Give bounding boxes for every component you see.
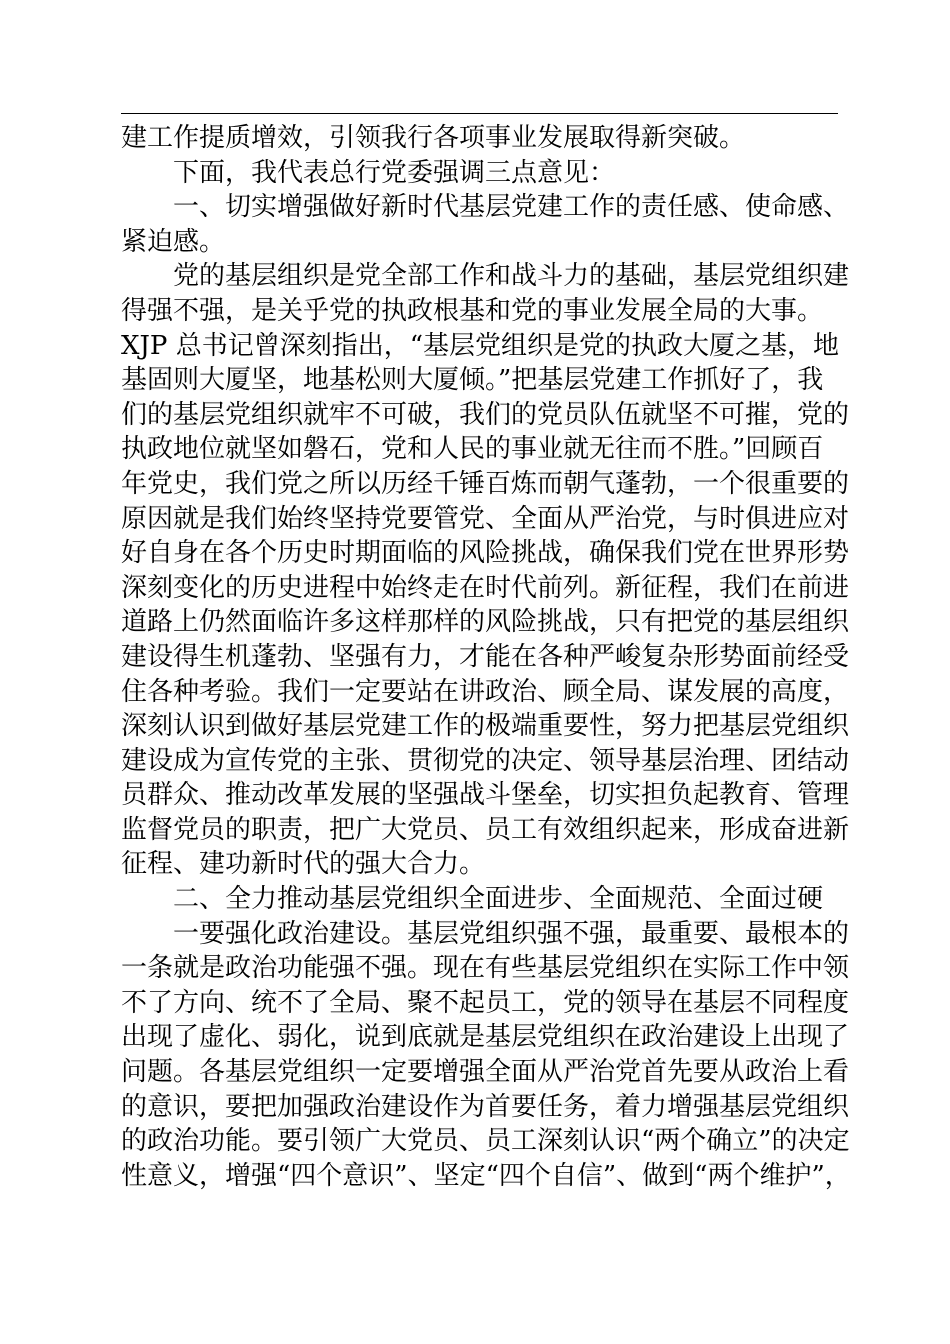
text-line: 原因就是我们始终坚持党要管党、全面从严治党，与时俱进应对 [121, 503, 850, 534]
text-line: 性意义，增强“四个意识”、坚定“四个自信”、做到“两个维护”， [121, 1160, 851, 1191]
text-line: 紧迫感。 [121, 226, 226, 257]
text-line: 不了方向、统不了全局、聚不起员工，党的领导在基层不同程度 [121, 987, 850, 1018]
text-line: 问题。各基层党组织一定要增强全面从严治党首先要从政治上看 [121, 1057, 850, 1088]
section-heading: 二、全力推动基层党组织全面进步、全面规范、全面过硬 [173, 884, 824, 915]
text-line: 一要强化政治建设。基层党组织强不强，最重要、最根本的 [173, 918, 850, 949]
text-line: 监督党员的职责，把广大党员、员工有效组织起来，形成奋进新 [121, 814, 850, 845]
text-line: 征程、建功新时代的强大合力。 [121, 849, 486, 880]
text-line: 深刻变化的历史进程中始终走在时代前列。新征程，我们在前进 [121, 572, 850, 603]
text-line: 执政地位就坚如磐石，党和人民的事业就无往而不胜。”回顾百 [121, 434, 824, 465]
text-line: 建工作提质增效，引领我行各项事业发展取得新突破。 [121, 123, 746, 153]
text-line: 出现了虚化、弱化，说到底就是基层党组织在政治建设上出现了 [121, 1022, 850, 1053]
text-line: 好自身在各个历史时期面临的风险挑战，确保我们党在世界形势 [121, 538, 850, 569]
text-line: 道路上仍然面临许多这样那样的风险挑战，只有把党的基层组织 [121, 607, 850, 638]
text-line: 住各种考验。我们一定要站在讲政治、顾全局、谋发展的高度， [121, 676, 850, 707]
header-rule [121, 113, 838, 114]
text-line: 员群众、推动改革发展的坚强战斗堡垒，切实担负起教育、管理 [121, 780, 850, 811]
text-line: 建设得生机蓬勃、坚强有力，才能在各种严峻复杂形势面前经受 [121, 641, 850, 672]
text-line: 基固则大厦坚，地基松则大厦倾。”把基层党建工作抓好了，我 [121, 365, 824, 396]
text-line: 下面，我代表总行党委强调三点意见： [173, 157, 616, 188]
text-line: 建设成为宣传党的主张、贯彻党的决定、领导基层治理、团结动 [121, 745, 850, 776]
text-line: 党的基层组织是党全部工作和战斗力的基础，基层党组织建 [173, 261, 850, 292]
text-line: 年党史，我们党之所以历经千锤百炼而朝气蓬勃，一个很重要的 [121, 468, 850, 499]
text-line: 深刻认识到做好基层党建工作的极端重要性，努力把基层党组织 [121, 711, 850, 742]
text-line: 的政治功能。要引领广大党员、员工深刻认识“两个确立”的决定 [121, 1126, 850, 1157]
text-line: 得强不强，是关乎党的执政根基和党的事业发展全局的大事。 [121, 295, 824, 326]
text-line: XJP 总书记曾深刻指出，“基层党组织是党的执政大厦之基，地 [121, 330, 839, 361]
text-line: 们的基层党组织就牢不可破，我们的党员队伍就坚不可摧，党的 [121, 399, 850, 430]
document-body [121, 121, 851, 1193]
section-heading: 一、切实增强做好新时代基层党建工作的责任感、使命感、 [173, 192, 850, 223]
text-line: 的意识，要把加强政治建设作为首要任务，着力增强基层党组织 [121, 1091, 850, 1122]
text-line: 一条就是政治功能强不强。现在有些基层党组织在实际工作中领 [121, 953, 850, 984]
